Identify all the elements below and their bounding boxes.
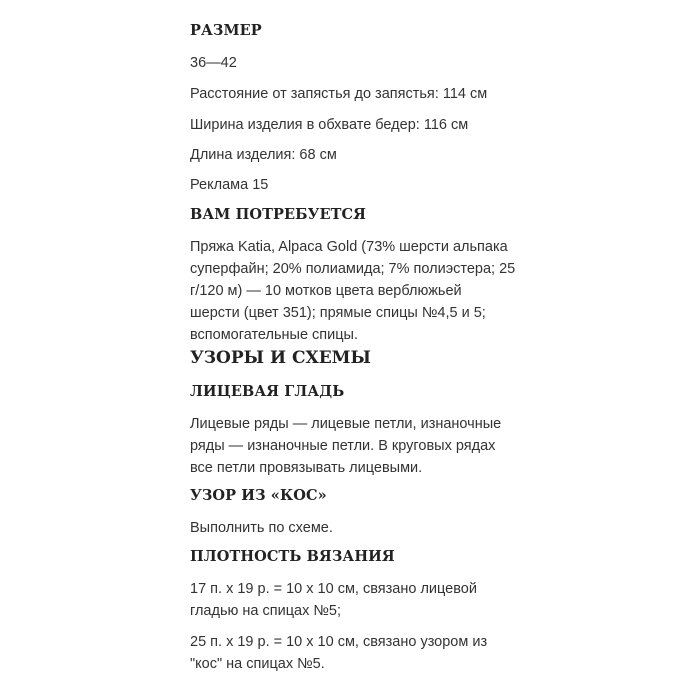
materials-line: Пряжа Katia, Alpaca Gold (73% шерсти альпака — [190, 239, 508, 255]
heading-materials: ВАМ ПОТРЕБУЕТСЯ — [190, 206, 367, 223]
stockinette-line: все петли провязывать лицевыми. — [190, 460, 423, 476]
heading-stockinette: ЛИЦЕВАЯ ГЛАДЬ — [190, 383, 345, 400]
size-range: 36—42 — [190, 55, 237, 71]
materials-line: вспомогательные спицы. — [190, 327, 359, 343]
gauge-line: гладью на спицах №5; — [190, 603, 342, 619]
gauge-line: 17 п. х 19 р. = 10 х 10 см, связано лицевой — [190, 581, 477, 597]
materials-line: суперфайн; 20% полиамида; 7% полиэстера; 25 — [190, 261, 516, 277]
gauge-line: "кос" на спицах №5. — [190, 656, 325, 672]
size-wrist-to-wrist: Расстояние от запястья до запястья: 114 см — [190, 86, 488, 102]
heading-patterns: УЗОРЫ И СХЕМЫ — [190, 348, 371, 368]
ad-label: Реклама 15 — [190, 177, 269, 193]
size-hip-width: Ширина изделия в обхвате бедер: 116 см — [190, 117, 469, 133]
materials-line: шерсти (цвет 351); прямые спицы №4,5 и 5; — [190, 305, 486, 321]
cables-text: Выполнить по схеме. — [190, 520, 333, 536]
materials-line: г/120 м) — 10 мотков цвета верблюжьей — [190, 283, 462, 299]
heading-cables: УЗОР ИЗ «КОС» — [190, 487, 327, 504]
stockinette-line: Лицевые ряды — лицевые петли, изнаночные — [190, 416, 502, 432]
heading-size: РАЗМЕР — [190, 22, 262, 39]
size-length: Длина изделия: 68 см — [190, 147, 337, 163]
heading-gauge: ПЛОТНОСТЬ ВЯЗАНИЯ — [190, 548, 395, 565]
stockinette-line: ряды — изнаночные петли. В круговых рядах — [190, 438, 496, 454]
gauge-line: 25 п. х 19 р. = 10 х 10 см, связано узором из — [190, 634, 488, 650]
